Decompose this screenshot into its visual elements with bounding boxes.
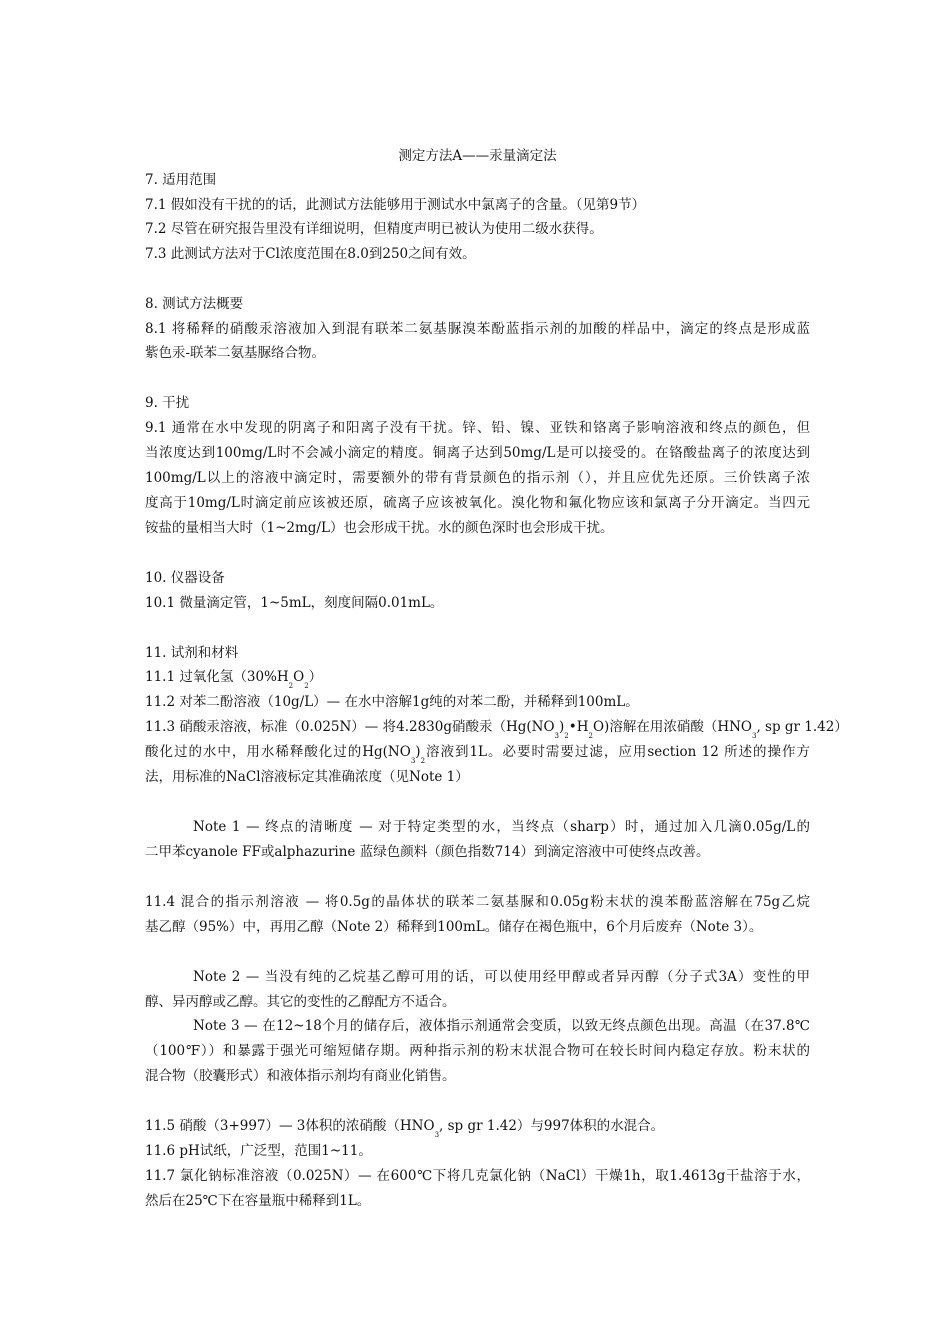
paragraph-11-3-line-2: 酸化过的水中，用水稀释酸化过的$Hg(NO_3)_2$溶液到1L。必要时需要过滤，应用section 12 所述的操作方	[145, 744, 811, 765]
note-2-line-2: 醇、异丙醇或乙醇。其它的变性的乙醇配方不适合。	[145, 994, 456, 1010]
paragraph-10-1: 10.1 微量滴定管，1~5mL，刻度间隔0.01mL。	[145, 595, 444, 611]
paragraph-8-1-line-1: 8.1 将稀释的硝酸汞溶液加入到混有联苯二氨基脲溴苯酚蓝指示剂的加酸的样品中，滴定的终点是形成蓝	[145, 321, 810, 337]
paragraph-8-1-line-2: 紫色汞-联苯二氨基脲络合物。	[145, 345, 326, 361]
paragraph-7-1: 7.1 假如没有干扰的的话，此测试方法能够用于测试水中氯离子的含量。（见第9节）	[145, 197, 646, 213]
paragraph-11-5: 11.5 硝酸（3+997）— 3体积的浓硝酸（$HNO_3$, sp gr 1.42）与997体积的水混合。	[145, 1118, 665, 1139]
note-1-line-1: Note 1 — 终点的清晰度 — 对于特定类型的水，当终点（sharp）时，通过加入几滴0.05g/L的	[193, 819, 810, 835]
paragraph-7-2: 7.2 尽管在研究报告里没有详细说明，但精度声明已被认为使用二级水获得。	[145, 221, 603, 237]
note-3-line-1: Note 3 — 在12~18个月的储存后，液体指示剂通常会变质，以致无终点颜色出现。高温（在37.8℃	[193, 1018, 810, 1034]
note-3-line-2: （100℉））和暴露于强光可缩短储存期。两种指示剂的粉末状混合物可在较长时间内稳定存放。粉末状的	[145, 1043, 810, 1059]
paragraph-11-4-line-1: 11.4 混合的指示剂溶液 — 将0.5g的晶体状的联苯二氨基脲和0.05g粉末状的溴苯酚蓝溶解在75g乙烷	[145, 894, 810, 910]
paragraph-9-1-line-1: 9.1 通常在水中发现的阴离子和阳离子没有干扰。锌、铅、镍、亚铁和铬离子影响溶液和终点的颜色，但	[145, 420, 810, 436]
paragraph-11-7-line-1: 11.7 氯化钠标准溶液（0.025N）— 在600℃下将几克氯化钠（NaCl）干燥1h，取1.4613g干盐溶于水，	[145, 1168, 810, 1184]
paragraph-9-1-line-5: 铵盐的量相当大时（1~2mg/L）也会形成干扰。水的颜色深时也会形成干扰。	[145, 520, 614, 536]
section-10-heading: 10. 仪器设备	[145, 570, 225, 586]
section-11-heading: 11. 试剂和材料	[145, 645, 239, 661]
section-7-heading: 7. 适用范围	[145, 172, 217, 188]
paragraph-11-3-line-3: 法，用标准的NaCl溶液标定其准确浓度（见Note 1）	[145, 769, 469, 785]
paragraph-9-1-line-4: 度高于10mg/L时滴定前应该被还原，硫离子应该被氧化。溴化物和氟化物应该和氯离子分开滴定。当四元	[145, 495, 810, 511]
section-9-heading: 9. 干扰	[145, 395, 190, 411]
note-3-line-3: 混合物（胶囊形式）和液体指示剂均有商业化销售。	[145, 1068, 456, 1084]
note-1-line-2: 二甲苯cyanole FF或alphazurine 蓝绿色颜料（颜色指数714）到滴定溶液中可使终点改善。	[145, 844, 710, 860]
paragraph-11-4-line-2: 基乙醇（95%）中，再用乙醇（Note 2）稀释到100mL。储存在褐色瓶中，6个月后废弃（Note 3）。	[145, 919, 763, 935]
section-8-heading: 8. 测试方法概要	[145, 296, 244, 312]
paragraph-11-1: 11.1 过氧化氢$(30\%H_2O_2)$	[145, 669, 323, 690]
paragraph-7-3: 7.3 此测试方法对于Cl浓度范围在8.0到250之间有效。	[145, 246, 476, 262]
paragraph-11-7-line-2: 然后在25℃下在容量瓶中稀释到1L。	[145, 1193, 371, 1209]
paragraph-11-6: 11.6 pH试纸，广泛型，范围1~11。	[145, 1143, 372, 1159]
paragraph-9-1-line-3: 100mg/L以上的溶液中滴定时，需要额外的带有背景颜色的指示剂（），并且应优先还原。三价铁离子浓	[145, 470, 810, 486]
paragraph-9-1-line-2: 当浓度达到100mg/L时不会减小滴定的精度。铜离子达到50mg/L是可以接受的。在铬酸盐离子的浓度达到	[145, 445, 810, 461]
note-2-line-1: Note 2 — 当没有纯的乙烷基乙醇可用的话，可以使用经甲醇或者异丙醇（分子式3A）变性的甲	[193, 969, 810, 985]
paragraph-11-2: 11.2 对苯二酚溶液（10g/L）— 在水中溶解1g纯的对苯二酚，并稀释到100mL。	[145, 694, 639, 710]
document-title: 测定方法A——汞量滴定法	[398, 148, 557, 164]
paragraph-11-3-line-1: 11.3 硝酸汞溶液，标准（0.025N）— 将4.2830g硝酸汞$(Hg(NO_3)_2•H_2O)$溶解在用浓硝酸（$HNO_3$, sp gr 1.42）	[145, 719, 848, 740]
